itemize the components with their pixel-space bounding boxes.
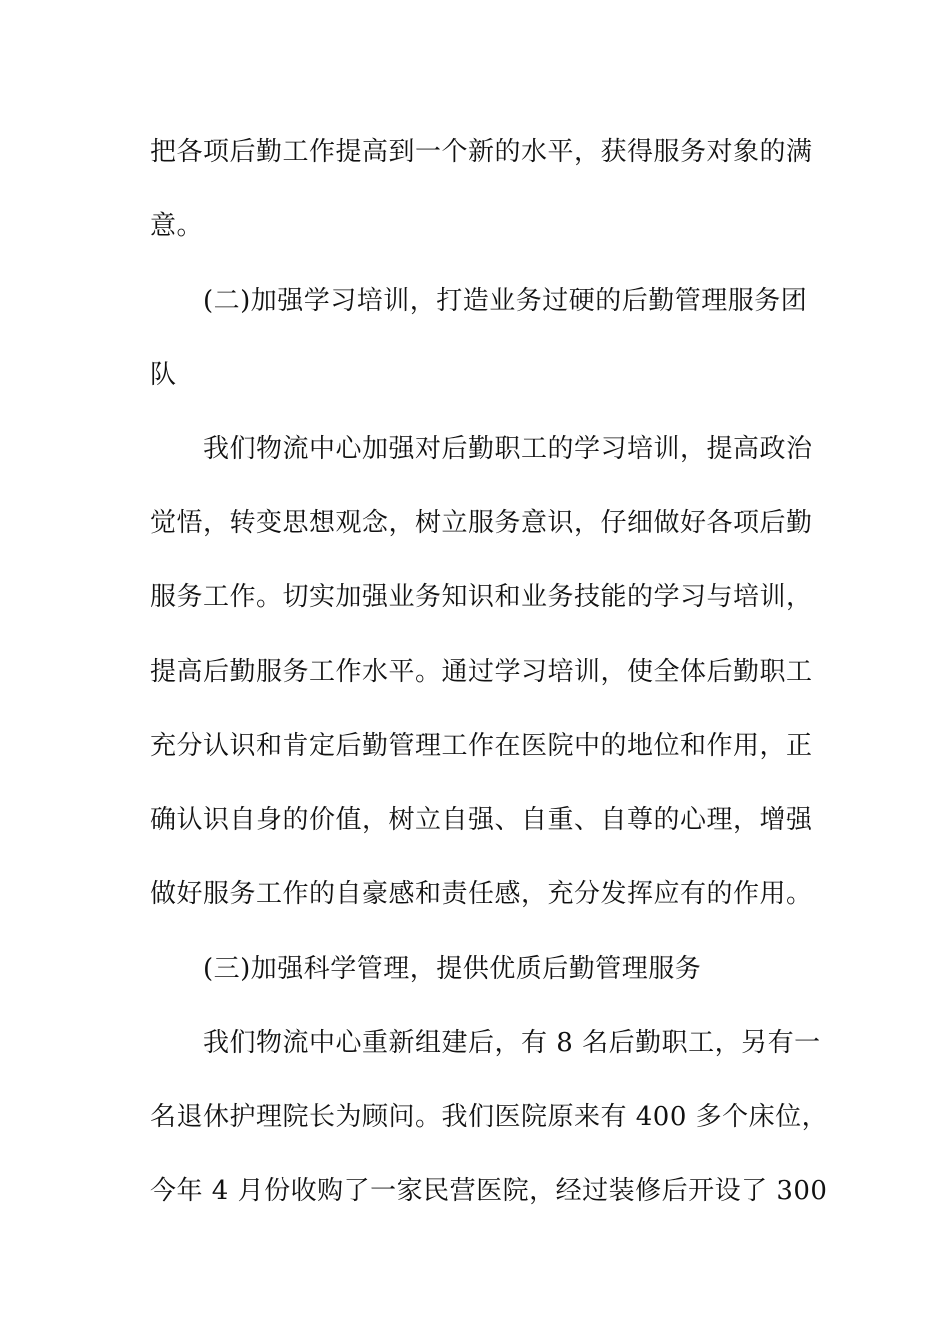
paragraph-line: 做好服务工作的自豪感和责任感，充分发挥应有的作用。 [150,879,813,909]
paragraph-line: 意。 [150,211,204,241]
section-heading-2: (二)加强学习培训，打造业务过硬的后勤管理服务团 [203,286,808,316]
paragraph-line: 充分认识和肯定后勤管理工作在医院中的地位和作用，正 [150,731,813,761]
paragraph-line: 确认识自身的价值，树立自强、自重、自尊的心理，增强 [150,805,813,835]
paragraph-line: 今年 4 月份收购了一家民营医院，经过装修后开设了 300 [150,1176,828,1206]
section-heading-3: (三)加强科学管理，提供优质后勤管理服务 [203,954,702,984]
paragraph-line: 我们物流中心重新组建后，有 8 名后勤职工，另有一 [203,1028,821,1058]
paragraph-line: 把各项后勤工作提高到一个新的水平，获得服务对象的满 [150,137,813,167]
paragraph-line: 觉悟，转变思想观念，树立服务意识，仔细做好各项后勤 [150,508,813,538]
paragraph-line: 服务工作。切实加强业务知识和业务技能的学习与培训， [150,582,813,612]
paragraph-line: 名退休护理院长为顾问。我们医院原来有 400 多个床位， [150,1102,829,1132]
paragraph-line: 我们物流中心加强对后勤职工的学习培训，提高政治 [203,434,813,464]
section-heading-2-continued: 队 [150,360,177,390]
paragraph-line: 提高后勤服务工作水平。通过学习培训，使全体后勤职工 [150,657,813,687]
